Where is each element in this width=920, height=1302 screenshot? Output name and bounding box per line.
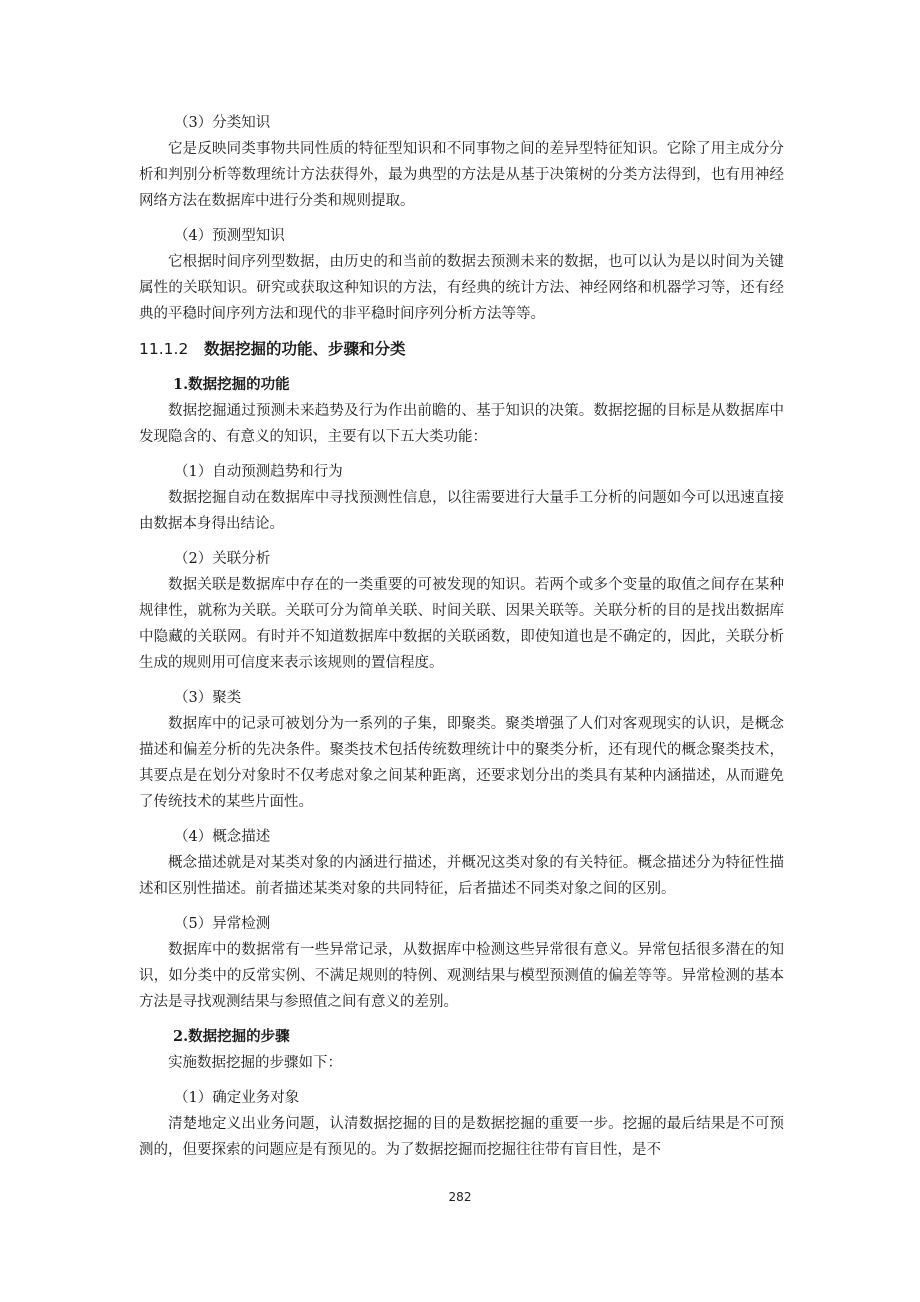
paragraph: 数据库中的数据常有一些异常记录，从数据库中检测这些异常很有意义。异常包括很多潜在的知识，如分类中的反常实例、不满足规则的特例、观测结果与模型预测值的偏差等等。异常检测的基本方法是寻找观测结果与参照值之间有意义的差别。 [139,942,784,1010]
paragraph: 数据关联是数据库中存在的一类重要的可被发现的知识。若两个或多个变量的取值之间存在某种规律性，就称为关联。关联可分为简单关联、时间关联、因果关联等。关联分析的目的是找出数据库中隐藏的关联网。有时并不知道数据库中数据的关联函数，即使知道也是不确定的，因此，关联分析生成的规则用可信度来表示该规则的置信程度。 [139,577,784,671]
subheading: （5）异常检测 [174,916,271,932]
bold-heading: 1.数据挖掘的功能 [173,376,290,393]
subheading: （4）预测型知识 [174,228,285,244]
function-item [139,546,784,676]
bold-heading: 2.数据挖掘的步骤 [173,1028,290,1045]
section-classification-knowledge [139,110,784,214]
function-item [139,685,784,815]
subheading: （3）聚类 [174,690,242,706]
paragraph: 数据挖掘通过预测未来趋势及行为作出前瞻的、基于知识的决策。数据挖掘的目标是从数据库中发现隐含的、有意义的知识，主要有以下五大类功能： [139,403,784,445]
paragraph: 它根据时间序列型数据，由历史的和当前的数据去预测未来的数据，也可以认为是以时间为关键属性的关联知识。研究或获取这种知识的方法，有经典的统计方法、神经网络和机器学习等，还有经典的平稳时间序列方法和现代的非平稳时间序列分析方法等等。 [139,254,784,322]
section-predictive-knowledge [139,223,784,327]
function-item [139,911,784,1015]
page-number: 282 [448,1190,472,1204]
paragraph: 它是反映同类事物共同性质的特征型知识和不同事物之间的差异型特征知识。它除了用主成分分析和判别分析等数理统计方法获得外，最为典型的方法是从基于决策树的分类方法得到，也有用神经网络方法在数据库中进行分类和规则提取。 [139,141,784,209]
paragraph: 清楚地定义出业务问题，认清数据挖掘的目的是数据挖掘的重要一步。挖掘的最后结果是不可预测的，但要探索的问题应是有预见的。为了数据挖掘而挖掘往往带有盲目性，是不 [139,1116,784,1158]
paragraph: 数据挖掘自动在数据库中寻找预测性信息，以往需要进行大量手工分析的问题如今可以迅速直接由数据本身得出结论。 [139,490,784,532]
section-title-text: 数据挖掘的功能、步骤和分类 [204,340,406,358]
paragraph: 实施数据挖掘的步骤如下： [168,1055,342,1071]
subheading: （2）关联分析 [174,551,271,567]
subheading: （4）概念描述 [174,829,271,845]
paragraph: 数据库中的记录可被划分为一系列的子集，即聚类。聚类增强了人们对客观现实的认识，是概念描述和偏差分析的先决条件。聚类技术包括传统数理统计中的聚类分析，还有现代的概念聚类技术，其要点是在划分对象时不仅考虑对象之间某种距离，还要求划分出的类具有某种内涵描述，从而避免了传统技术的某些片面性。 [139,716,784,810]
section-title [139,336,784,362]
section-number: 11.1.2 [139,340,189,358]
page-content [139,110,784,1172]
function-item [139,824,784,902]
functions-intro-block [139,372,784,450]
step-item [139,1085,784,1163]
subheading: （3）分类知识 [174,115,271,131]
subheading: （1）确定业务对象 [174,1090,300,1106]
paragraph: 概念描述就是对某类对象的内涵进行描述，并概况这类对象的有关特征。概念描述分为特征性描述和区别性描述。前者描述某类对象的共同特征，后者描述不同类对象之间的区别。 [139,855,784,897]
steps-intro-block [139,1024,784,1076]
function-item [139,459,784,537]
subheading: （1）自动预测趋势和行为 [174,464,343,480]
